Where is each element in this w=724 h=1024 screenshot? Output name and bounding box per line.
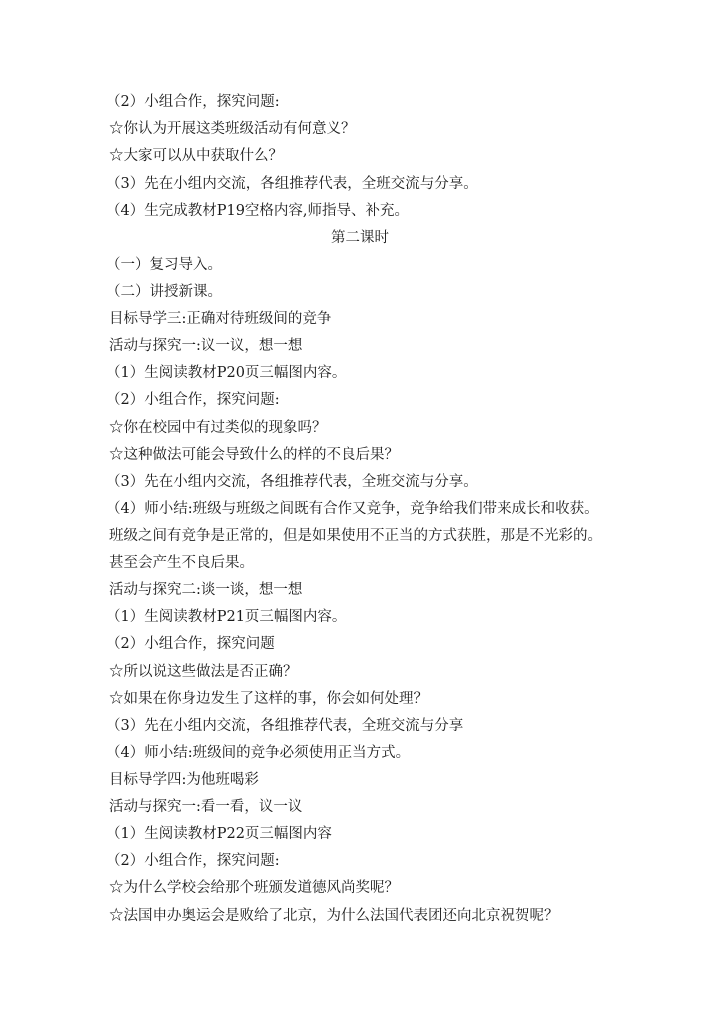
text-line: ☆所以说这些做法是否正确？ (109, 664, 298, 680)
text-line: （一）复习导入。 (106, 257, 222, 273)
text-line: （3）先在小组内交流，各组推荐代表，全班交流与分享。 (106, 176, 478, 192)
text-line: 甚至会产生不良后果。 (109, 555, 254, 571)
text-line: （2）小组合作，探究问题 (106, 636, 275, 652)
text-line: （2）小组合作，探究问题: (106, 94, 280, 110)
text-line: 目标导学四:为他班喝彩 (109, 772, 259, 788)
text-line: 班级之间有竞争是正常的，但是如果使用不正当的方式获胜，那是不光彩的。 (109, 528, 602, 544)
text-line: （3）先在小组内交流，各组推荐代表，全班交流与分享。 (106, 474, 478, 490)
text-line: ☆大家可以从中获取什么？ (109, 148, 283, 164)
text-line: 活动与探究二:谈一谈，想一想 (109, 582, 303, 598)
text-line: （1）生阅读教材P21页三幅图内容。 (106, 609, 347, 625)
text-line: （1）生阅读教材P20页三幅图内容。 (106, 365, 347, 381)
text-line: （4）师小结:班级间的竞争必须使用正当方式。 (106, 745, 411, 761)
text-line: ☆如果在你身边发生了这样的事，你会如何处理？ (109, 691, 428, 707)
text-line: ☆你认为开展这类班级活动有何意义？ (109, 121, 356, 137)
section-heading: 第二课时 (331, 230, 389, 246)
text-line: 目标导学三:正确对待班级间的竞争 (109, 311, 332, 327)
text-line: ☆法国申办奥运会是败给了北京，为什么法国代表团还向北京祝贺呢？ (109, 908, 559, 924)
text-line: （2）小组合作，探究问题: (106, 853, 280, 869)
text-line: （1）生阅读教材P22页三幅图内容 (106, 826, 332, 842)
text-line: ☆这种做法可能会导致什么的样的不良后果？ (109, 447, 399, 463)
text-line: （2）小组合作，探究问题: (106, 392, 280, 408)
text-line: （3）先在小组内交流，各组推荐代表，全班交流与分享 (106, 718, 464, 734)
text-line: （二）讲授新课。 (106, 284, 222, 300)
text-line: （4）生完成教材P19空格内容,师指导、补充。 (106, 203, 410, 219)
text-line: （4）师小结:班级与班级之间既有合作又竞争，竞争给我们带来成长和收获。 (106, 501, 599, 517)
text-line: 活动与探究一:议一议，想一想 (109, 338, 303, 354)
text-line: 活动与探究一:看一看，议一议 (109, 799, 303, 815)
text-line: ☆你在校园中有过类似的现象吗？ (109, 420, 327, 436)
text-line: ☆为什么学校会给那个班颁发道德风尚奖呢？ (109, 880, 399, 896)
